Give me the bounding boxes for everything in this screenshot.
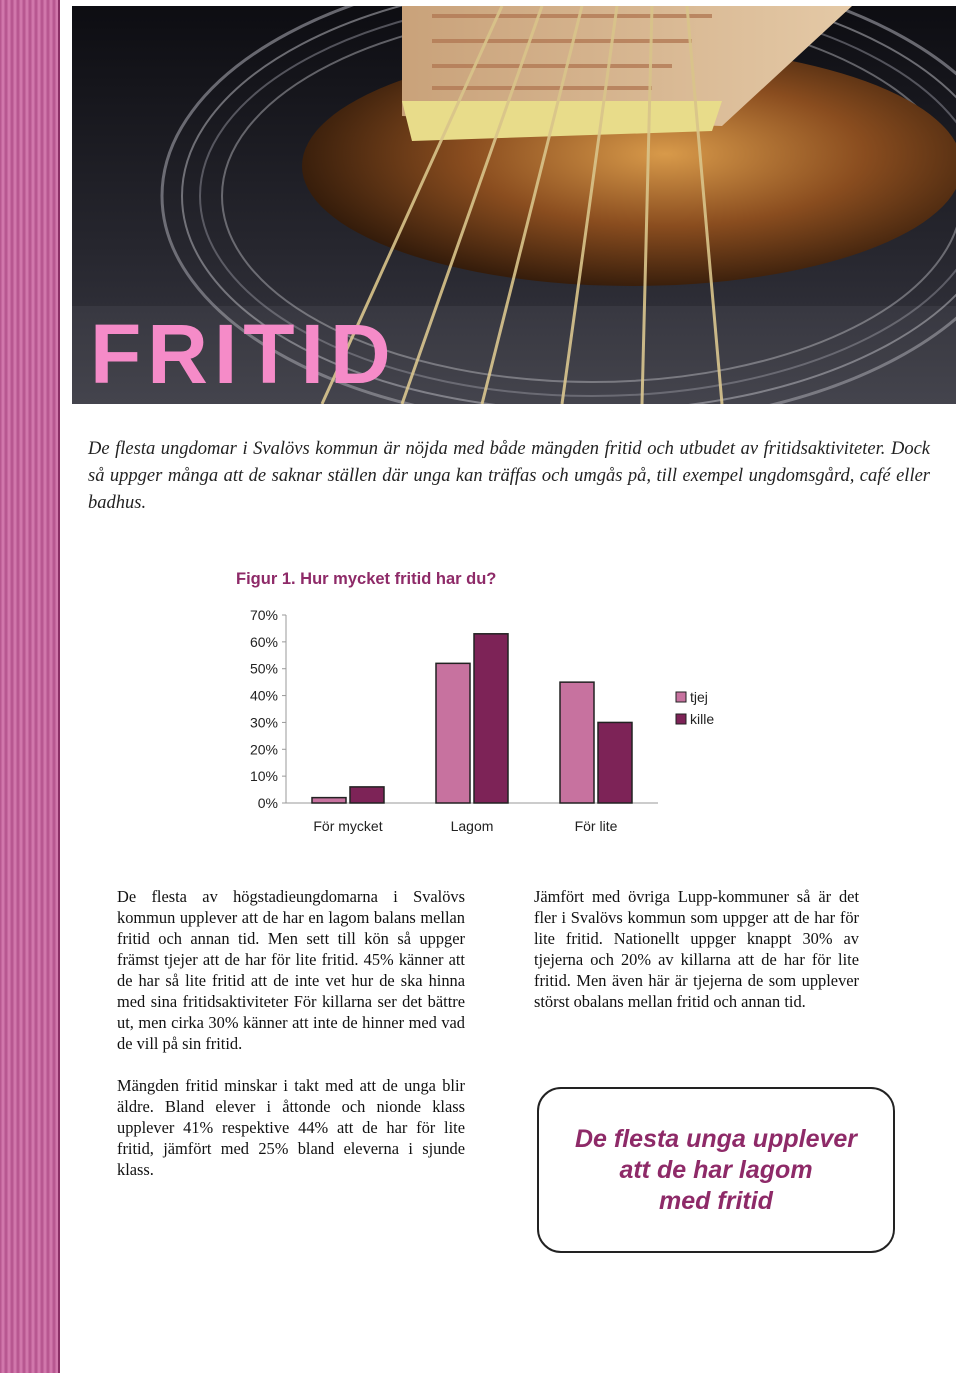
body-paragraph: De flesta av högstadieungdomarna i Svalövs kommun upplever att de har en lagom balans mellan fritid och annan tid. Men sett till kön så uppger främst tjejer att de har för lite fritid. 45% känner att de har så lite fritid att de inte vet hur de ska hinna med sina fritidsaktiviteter För killarna ser det bättre ut, men cirka 30% känner att inte de hinner med vad de vill på sin fritid. (117, 887, 465, 1053)
legend-label: kille (690, 711, 715, 727)
body-paragraph: Mängden fritid minskar i takt med att de unga blir äldre. Bland elever i åttonde och nionde klass upplever 41% respektive 44% att de har för lite fritid, jämfört med 25% bland eleverna i sjunde klass. (117, 1076, 465, 1179)
y-tick-label: 20% (249, 741, 278, 758)
figure-title: Figur 1. Hur mycket fritid har du? (236, 570, 497, 588)
legend-swatch-tjej (676, 692, 686, 702)
x-tick-label: För lite (574, 818, 618, 834)
hero-photo-guitar (72, 6, 956, 404)
page-title: FRITID (90, 307, 397, 401)
x-tick-label: För mycket (313, 818, 383, 834)
bar-tjej (560, 682, 594, 803)
y-tick-label: 60% (249, 633, 278, 650)
legend-swatch-kille (676, 714, 686, 724)
bar-kille (598, 722, 632, 803)
bar-tjej (312, 798, 346, 803)
callout-box (537, 1087, 895, 1253)
body-column-right (534, 886, 859, 1033)
x-tick-label: Lagom (450, 818, 494, 834)
y-tick-label: 10% (249, 768, 278, 785)
y-tick-label: 70% (249, 607, 278, 623)
intro-paragraph: De flesta ungdomar i Svalövs kommun är nöjda med både mängden fritid och utbudet av fritidsaktiviteter. Dock så uppger många att de saknar ställen där unga kan träffas och umgås på, till exempel ungdomsgård, café eller badhus. (88, 439, 930, 513)
y-tick-label: 40% (249, 687, 278, 704)
legend-label: tjej (690, 689, 708, 705)
bar-kille (350, 787, 384, 803)
body-paragraph: Jämfört med övriga Lupp-kommuner så är det fler i Svalövs kommun som uppger att de har för lite fritid. Nationellt uppger knappt 30% av tjejerna och 20% av killarna att de har för lite fritid. Men även här är tjejerna de som upplever störst obalans mellan fritid och annan tid. (534, 887, 859, 1011)
y-tick-label: 50% (249, 660, 278, 677)
bar-kille (474, 634, 508, 803)
body-column-left (117, 886, 465, 1201)
y-tick-label: 30% (249, 714, 278, 731)
callout-text: De flesta unga upplever att de har lagom med fritid (574, 1124, 858, 1215)
decorative-side-bar (0, 0, 60, 1373)
y-tick-label: 0% (257, 795, 278, 811)
bar-tjej (436, 663, 470, 803)
bar-chart (230, 600, 750, 850)
